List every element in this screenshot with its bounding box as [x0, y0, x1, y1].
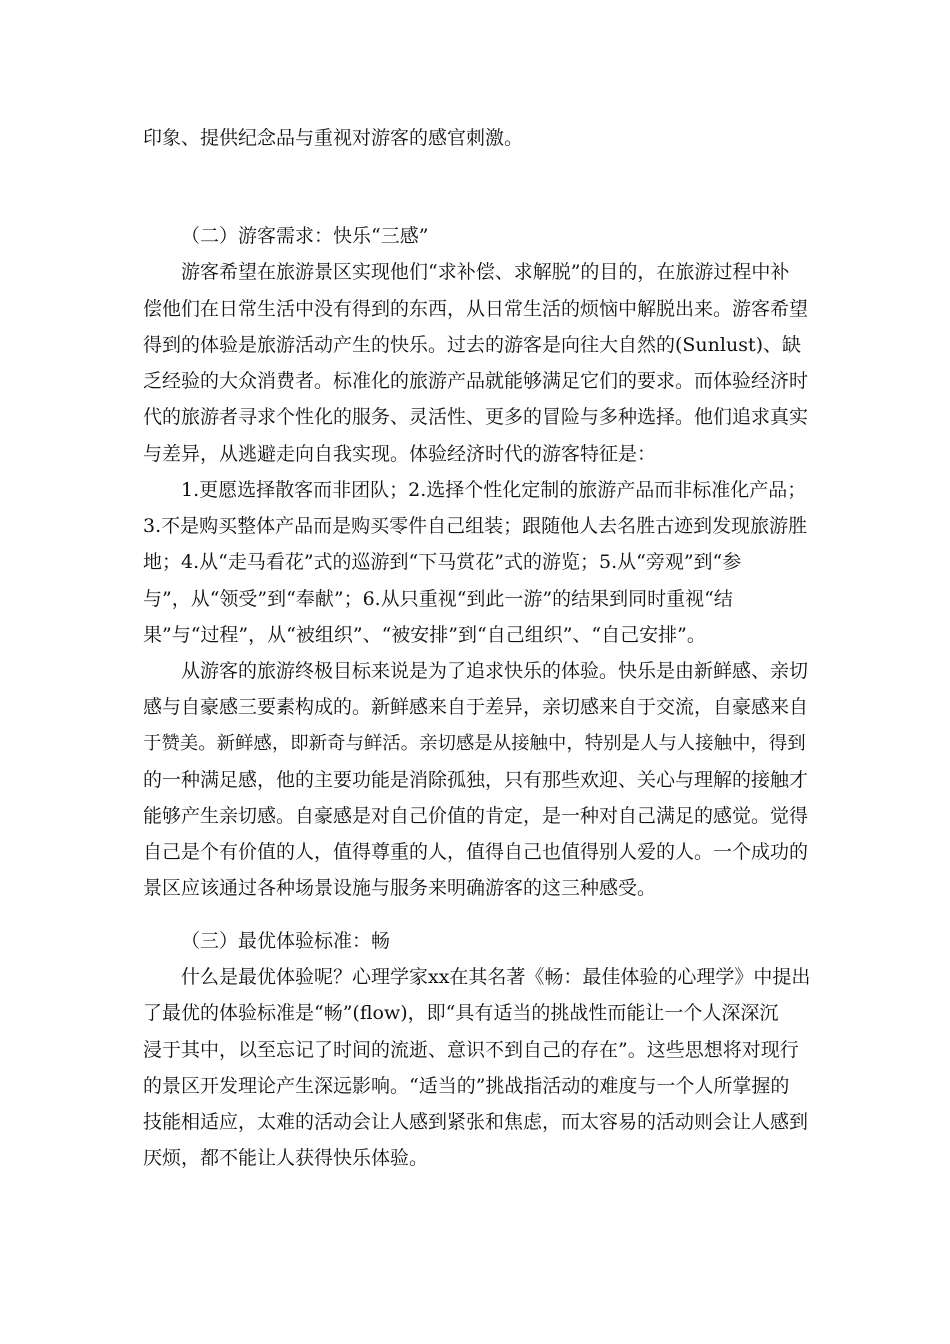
text-line: 能够产生亲切感。自豪感是对自己价值的肯定，是一种对自己满足的感觉。觉得 — [143, 805, 809, 827]
section-heading-2: （二）游客需求：快乐“三感” — [181, 225, 429, 247]
text-line: 厌烦，都不能让人获得快乐体验。 — [143, 1147, 429, 1169]
text-line: 代的旅游者寻求个性化的服务、灵活性、更多的冒险与多种选择。他们追求真实 — [143, 406, 809, 428]
text-line: 了最优的体验标准是“畅”(flow)，即“具有适当的挑战性而能让一个人深深沉 — [143, 1002, 779, 1024]
text-line: 浸于其中，以至忘记了时间的流逝、意识不到自己的存在”。这些思想将对现行 — [143, 1039, 799, 1061]
text-line: 的一种满足感，他的主要功能是消除孤独，只有那些欢迎、关心与理解的接触才 — [143, 769, 809, 791]
text-line: 1.更愿选择散客而非团队；2.选择个性化定制的旅游产品而非标准化产品； — [181, 479, 807, 501]
text-line: 的景区开发理论产生深远影响。“适当的”挑战指活动的难度与一个人所掌握的 — [143, 1075, 790, 1097]
text-line: 与”，从“领受”到“奉献”；6.从只重视“到此一游”的结果到同时重视“结 — [143, 588, 733, 610]
text-line: 果”与“过程”，从“被组织”、“被安排”到“自己组织”、“自己安排”。 — [143, 624, 706, 646]
text-line: 什么是最优体验呢？心理学家xx在其名著《畅：最佳体验的心理学》中提出 — [181, 966, 811, 988]
text-line: 得到的体验是旅游活动产生的快乐。过去的游客是向往大自然的(Sunlust)、缺 — [143, 334, 802, 356]
text-line: 感与自豪感三要素构成的。新鲜感来自于差异，亲切感来自于交流，自豪感来自 — [143, 696, 809, 718]
text-line: 印象、提供纪念品与重视对游客的感官刺激。 — [143, 127, 524, 149]
text-line: 游客希望在旅游景区实现他们“求补偿、求解脱”的目的，在旅游过程中补 — [181, 261, 790, 283]
text-line: 与差异，从逃避走向自我实现。体验经济时代的游客特征是： — [143, 443, 657, 465]
text-line: 从游客的旅游终极目标来说是为了追求快乐的体验。快乐是由新鲜感、亲切 — [181, 660, 809, 682]
text-line: 技能相适应，太难的活动会让人感到紧张和焦虑，而太容易的活动则会让人感到 — [143, 1111, 809, 1133]
text-line: 自己是个有价值的人，值得尊重的人，值得自己也值得别人爱的人。一个成功的 — [143, 841, 809, 863]
text-line: 于赞美。新鲜感，即新奇与鲜活。亲切感是从接触中，特别是人与人接触中，得到 — [143, 733, 806, 754]
text-line: 景区应该通过各种场景设施与服务来明确游客的这三种感受。 — [143, 877, 657, 899]
text-line: 乏经验的大众消费者。标准化的旅游产品就能够满足它们的要求。而体验经济时 — [143, 370, 809, 392]
text-line: 地；4.从“走马看花”式的巡游到“下马赏花”式的游览；5.从“旁观”到“参 — [143, 551, 742, 573]
section-heading-3: （三）最优体验标准：畅 — [181, 930, 391, 952]
text-line: 偿他们在日常生活中没有得到的东西，从日常生活的烦恼中解脱出来。游客希望 — [143, 298, 809, 320]
text-line: 3.不是购买整体产品而是购买零件自己组装；跟随他人去名胜古迹到发现旅游胜 — [143, 515, 808, 537]
